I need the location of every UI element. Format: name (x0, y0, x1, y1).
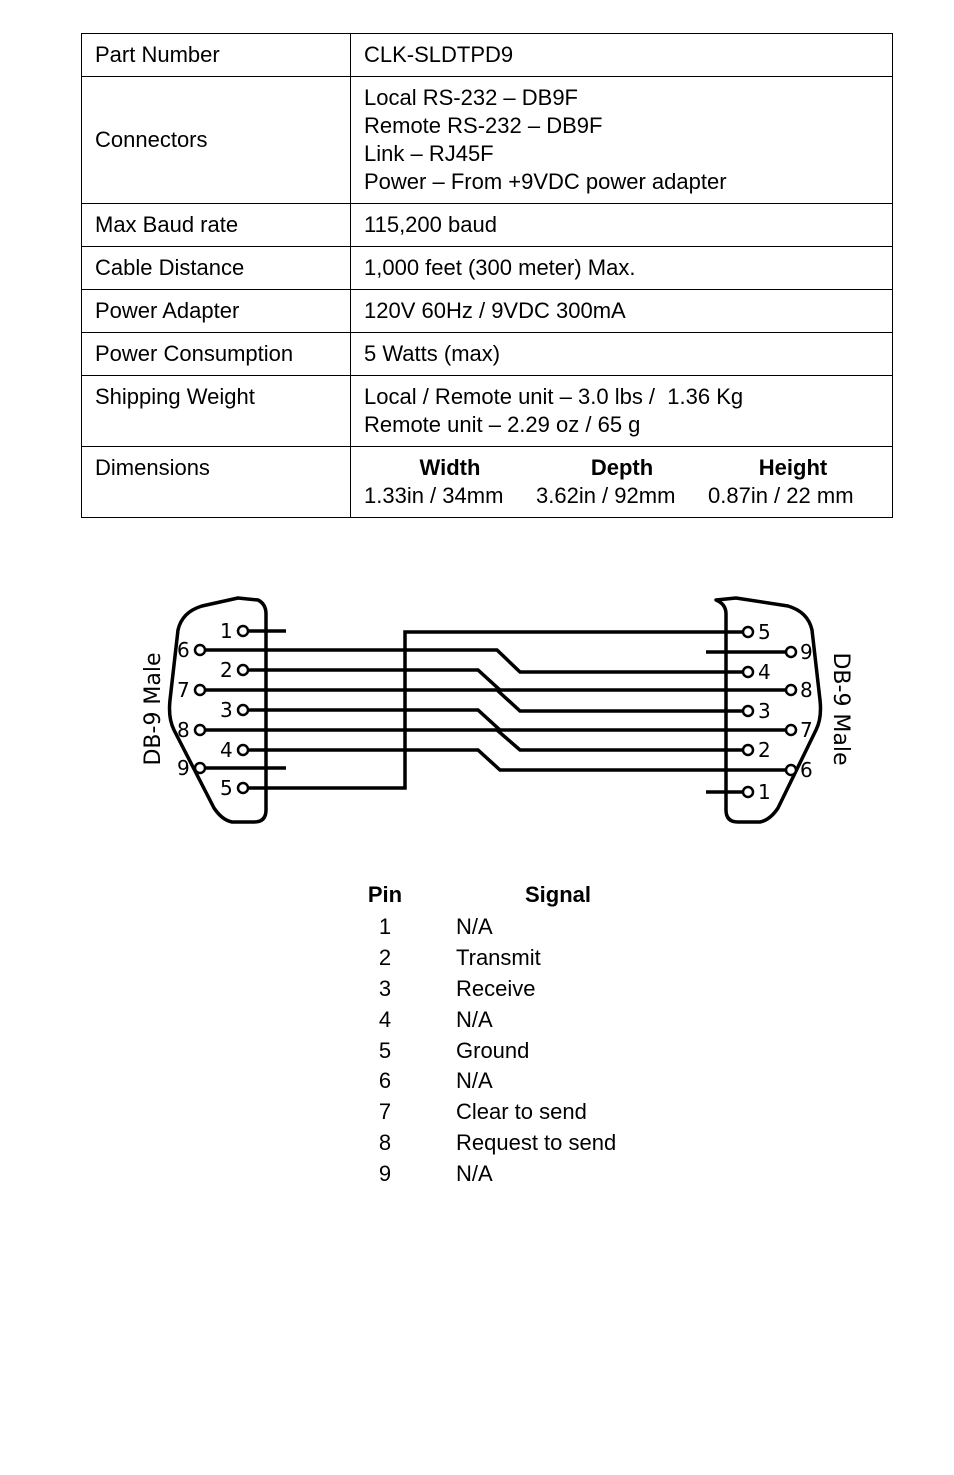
pin-signal: N/A (456, 1006, 493, 1032)
right-pin-label: 4 (758, 660, 771, 684)
pinout-row (360, 1097, 710, 1128)
pinout-row (360, 912, 710, 943)
right-pin-label: 6 (800, 758, 813, 782)
spec-value-line: Local RS-232 – DB9F (364, 85, 578, 110)
pin-number: 4 (378, 1006, 392, 1032)
spec-value-line: 115,200 baud (364, 212, 497, 237)
pin-circle (238, 665, 248, 675)
spec-row-dimensions (82, 447, 893, 518)
spec-row (82, 77, 893, 204)
spec-value-line: Power – From +9VDC power adapter (364, 169, 727, 194)
pin-signal: N/A (456, 1068, 493, 1094)
spec-value (351, 204, 893, 247)
spec-value (351, 333, 893, 376)
specifications-body (82, 34, 893, 518)
pin-circle (743, 627, 753, 637)
spec-label: Cable Distance (82, 247, 351, 290)
spec-value-line: CLK-SLDTPD9 (364, 42, 514, 67)
pin-circle (238, 783, 248, 793)
spec-value (351, 34, 893, 77)
pin-signal: Clear to send (456, 1099, 587, 1125)
pinout-table (360, 882, 710, 1189)
right-pin-label: 5 (758, 620, 771, 644)
spec-value-line: 120V 60Hz / 9VDC 300mA (364, 298, 626, 323)
left-pin-label: 1 (220, 619, 233, 643)
right-pin-label: 9 (800, 640, 813, 664)
left-pin-label: 5 (220, 776, 233, 800)
spec-row (82, 247, 893, 290)
pin-circle (195, 685, 205, 695)
right-pin-label: 3 (758, 699, 771, 723)
wire-8-to-2 (204, 730, 743, 750)
left-pin-label: 2 (220, 658, 233, 682)
pinout-row (360, 943, 710, 974)
spec-label: Power Adapter (82, 290, 351, 333)
right-pin-label: 8 (800, 678, 813, 702)
wire-7-to-3 (204, 690, 743, 711)
left-pin-label: 9 (177, 756, 190, 780)
wire-3-to-7 (248, 710, 786, 730)
left-pin-label: 8 (177, 718, 190, 742)
right-pin-label: 7 (800, 718, 813, 742)
pin-circle (238, 626, 248, 636)
pin-circle (238, 705, 248, 715)
pin-number: 8 (378, 1129, 392, 1155)
left-pin-label: 4 (220, 738, 233, 762)
pin-signal: Receive (456, 975, 536, 1001)
right-pin-label: 1 (758, 780, 771, 804)
pin-number: 2 (378, 945, 392, 971)
left-pin-label: 6 (177, 638, 190, 662)
right-pin-label: 2 (758, 738, 771, 762)
dimension-header-height: Height (758, 455, 828, 480)
right-connector-label: DB-9 Male (828, 652, 853, 766)
cable-wiring-diagram (0, 580, 954, 840)
pin-signal: Transmit (456, 945, 541, 971)
pin-circle (195, 763, 205, 773)
spec-label: Power Consumption (82, 333, 351, 376)
pin-number: 9 (378, 1160, 392, 1186)
dimension-header-depth: Depth (590, 455, 654, 480)
dimensions-grid (364, 454, 879, 510)
wire-4-to-6 (248, 750, 786, 770)
pin-circle (238, 745, 248, 755)
pin-number: 5 (378, 1037, 392, 1063)
spec-value (351, 290, 893, 333)
spec-value-line: Remote RS-232 – DB9F (364, 113, 603, 138)
spec-value-line: Link – RJ45F (364, 141, 494, 166)
pin-circle (786, 647, 796, 657)
pinout-header (360, 882, 710, 912)
pin-signal: Ground (456, 1037, 530, 1063)
pin-circle (743, 745, 753, 755)
pinout-header-pin: Pin (367, 882, 403, 907)
pin-circle (743, 787, 753, 797)
spec-value (351, 247, 893, 290)
pin-signal: N/A (456, 914, 493, 940)
dimension-header-width: Width (419, 455, 481, 480)
pinout-row (360, 974, 710, 1005)
pin-circle (786, 685, 796, 695)
pin-circle (743, 706, 753, 716)
specifications-table (81, 33, 893, 518)
spec-row (82, 204, 893, 247)
dimension-value-depth: 3.62in / 92mm (536, 483, 676, 508)
spec-row (82, 34, 893, 77)
pin-number: 1 (378, 914, 392, 940)
pinout-row (360, 1158, 710, 1189)
spec-label: Shipping Weight (82, 376, 351, 447)
spec-value-line: Local / Remote unit – 3.0 lbs / 1.36 Kg (364, 384, 744, 409)
spec-value (351, 77, 893, 204)
pin-signal: Request to send (456, 1129, 617, 1155)
pinout-row (360, 1004, 710, 1035)
pin-circle (195, 725, 205, 735)
pin-circle (786, 765, 796, 775)
spec-label: Dimensions (82, 447, 351, 518)
dimensions-value (351, 447, 893, 518)
pin-circle (786, 725, 796, 735)
pinout-row (360, 1035, 710, 1066)
left-connector-label: DB-9 Male (141, 652, 166, 766)
spec-value-line: Remote unit – 2.29 oz / 65 g (364, 412, 641, 437)
pinout-row (360, 1066, 710, 1097)
pin-signal: N/A (456, 1160, 493, 1186)
left-pin-label: 7 (177, 678, 190, 702)
pinout-row (360, 1128, 710, 1159)
dimension-value-width: 1.33in / 34mm (364, 483, 504, 508)
pin-number: 7 (378, 1099, 392, 1125)
spec-value-line: 5 Watts (max) (364, 341, 501, 366)
spec-label: Connectors (82, 77, 351, 204)
spec-label: Max Baud rate (82, 204, 351, 247)
pin-number: 3 (378, 975, 392, 1001)
pin-circle (195, 645, 205, 655)
pin-circle (743, 667, 753, 677)
pinout-header-signal: Signal (525, 882, 592, 907)
spec-row (82, 333, 893, 376)
pin-number: 6 (378, 1068, 392, 1094)
spec-row (82, 376, 893, 447)
spec-value-line: 1,000 feet (300 meter) Max. (364, 255, 636, 280)
spec-row (82, 290, 893, 333)
dimension-value-height: 0.87in / 22 mm (708, 483, 854, 508)
spec-label: Part Number (82, 34, 351, 77)
left-pin-label: 3 (220, 698, 233, 722)
spec-value (351, 376, 893, 447)
